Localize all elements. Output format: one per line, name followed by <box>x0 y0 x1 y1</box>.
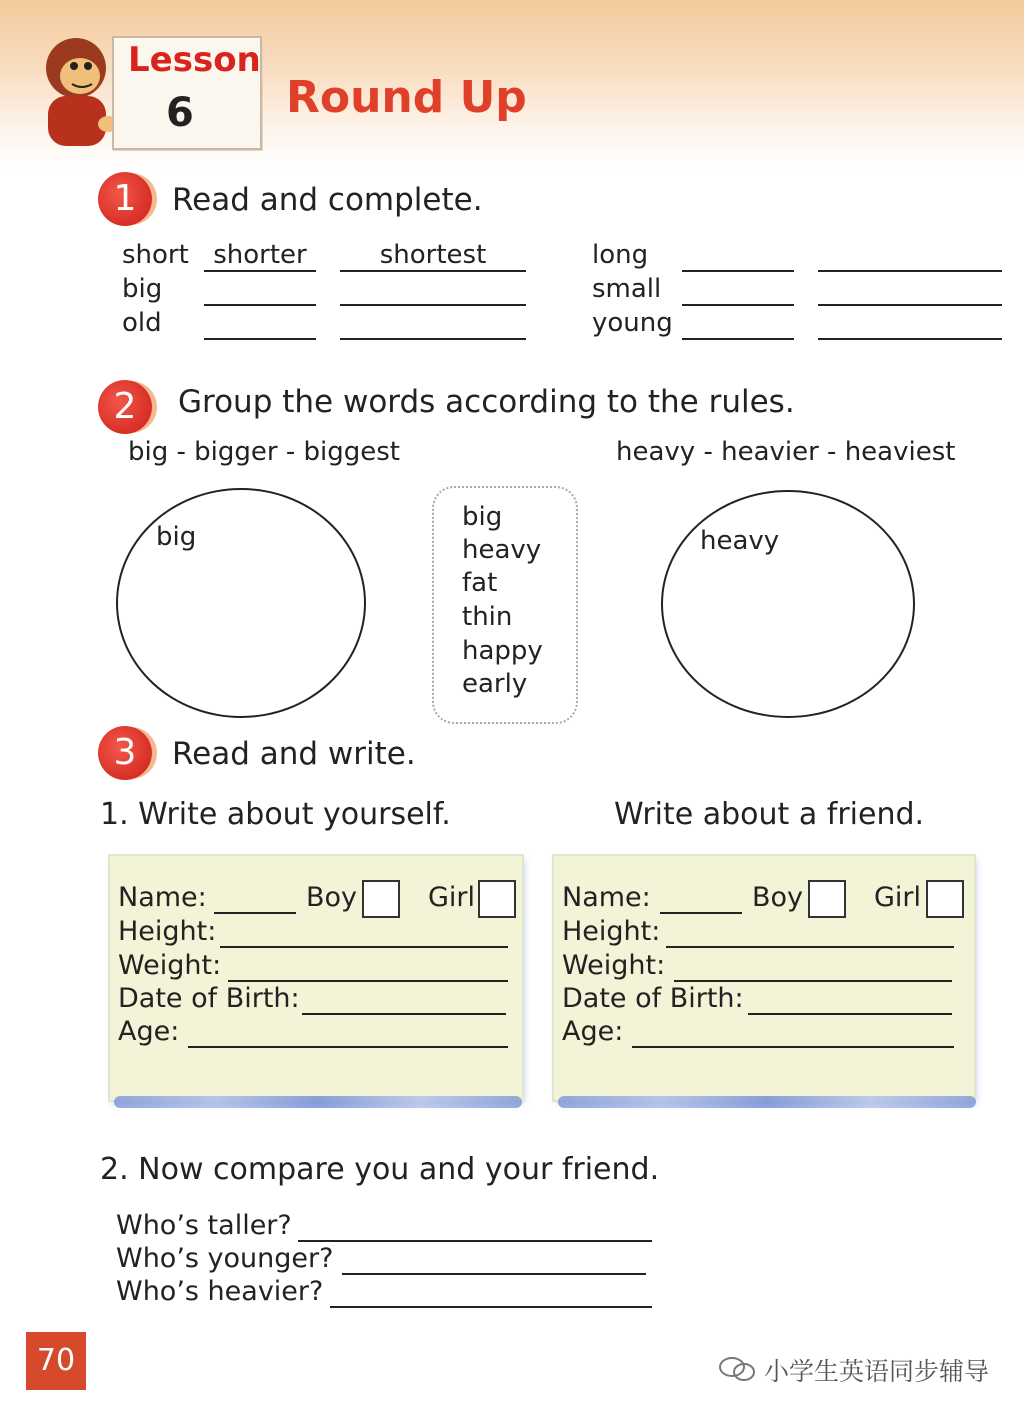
name-field[interactable] <box>660 912 742 914</box>
height-field[interactable] <box>666 946 954 948</box>
blank-line[interactable] <box>340 304 526 306</box>
dob-field[interactable] <box>302 1013 506 1015</box>
blank-line[interactable] <box>682 270 794 272</box>
page-number: 70 <box>26 1332 86 1390</box>
part1-left-heading: 1. Write about yourself. <box>100 797 451 832</box>
section-1-badge: 1 <box>98 172 152 226</box>
age-field[interactable] <box>632 1046 954 1048</box>
answer-shorter: shorter <box>213 240 307 270</box>
word-bank-item: thin <box>462 602 513 632</box>
section-3-title: Read and write. <box>172 736 416 772</box>
blank-line[interactable] <box>340 338 526 340</box>
label-age: Age: <box>118 1016 180 1047</box>
section-2-title: Group the words according to the rules. <box>178 384 795 420</box>
answer-field[interactable] <box>342 1273 646 1275</box>
word-big: big <box>122 274 163 304</box>
label-height: Height: <box>562 916 661 947</box>
blank-line[interactable] <box>818 270 1002 272</box>
part1-right-heading: Write about a friend. <box>614 797 925 832</box>
card-torn-edge <box>558 1096 976 1108</box>
section-3-badge: 3 <box>98 726 152 780</box>
label-girl: Girl <box>428 882 476 913</box>
group-circle-right[interactable] <box>661 490 915 718</box>
section-1-title: Read and complete. <box>172 182 483 218</box>
word-bank-item: heavy <box>462 535 542 565</box>
word-old: old <box>122 308 162 338</box>
word-bank-item: happy <box>462 636 543 666</box>
part2-heading: 2. Now compare you and your friend. <box>100 1152 660 1187</box>
page-title: Round Up <box>286 72 527 123</box>
girl-checkbox[interactable] <box>478 880 516 918</box>
label-dob: Date of Birth: <box>562 983 744 1014</box>
section-2-badge: 2 <box>98 380 152 434</box>
rule-left: big - bigger - biggest <box>128 437 400 467</box>
label-dob: Date of Birth: <box>118 983 300 1014</box>
word-bank-item: fat <box>462 568 498 598</box>
word-young: young <box>592 308 673 338</box>
question-younger: Who’s younger? <box>116 1243 334 1274</box>
answer-field[interactable] <box>298 1240 652 1242</box>
label-weight: Weight: <box>562 950 666 981</box>
height-field[interactable] <box>220 946 508 948</box>
label-name: Name: <box>118 882 207 913</box>
girl-checkbox[interactable] <box>926 880 964 918</box>
label-boy: Boy <box>306 882 358 913</box>
word-small: small <box>592 274 662 304</box>
wechat-icon <box>718 1356 756 1382</box>
dob-field[interactable] <box>748 1013 952 1015</box>
question-heavier: Who’s heavier? <box>116 1276 324 1307</box>
lesson-number: 6 <box>166 90 194 136</box>
circle-left-word: big <box>156 522 197 552</box>
card-torn-edge <box>114 1096 522 1108</box>
boy-checkbox[interactable] <box>808 880 846 918</box>
label-height: Height: <box>118 916 217 947</box>
age-field[interactable] <box>188 1046 508 1048</box>
monkey-mascot-icon <box>40 30 120 148</box>
word-bank-item: early <box>462 669 528 699</box>
weight-field[interactable] <box>228 980 508 982</box>
blank-line[interactable] <box>818 338 1002 340</box>
word-long: long <box>592 240 649 270</box>
label-name: Name: <box>562 882 651 913</box>
lesson-label: Lesson <box>128 40 261 80</box>
group-circle-left[interactable] <box>116 488 366 718</box>
label-boy: Boy <box>752 882 804 913</box>
blank-line[interactable] <box>682 304 794 306</box>
answer-field[interactable] <box>330 1306 652 1308</box>
blank-line[interactable] <box>340 270 526 272</box>
blank-line[interactable] <box>204 304 316 306</box>
circle-right-word: heavy <box>700 526 780 556</box>
rule-right: heavy - heavier - heaviest <box>616 437 956 467</box>
blank-line[interactable] <box>204 338 316 340</box>
label-age: Age: <box>562 1016 624 1047</box>
question-taller: Who’s taller? <box>116 1210 292 1241</box>
blank-line[interactable] <box>682 338 794 340</box>
answer-shortest: shortest <box>379 240 487 270</box>
watermark-text: 小学生英语同步辅导 <box>764 1357 990 1386</box>
label-weight: Weight: <box>118 950 222 981</box>
boy-checkbox[interactable] <box>362 880 400 918</box>
blank-line[interactable] <box>818 304 1002 306</box>
weight-field[interactable] <box>674 980 952 982</box>
name-field[interactable] <box>214 912 296 914</box>
word-bank-item: big <box>462 502 503 532</box>
blank-line[interactable] <box>204 270 316 272</box>
label-girl: Girl <box>874 882 922 913</box>
word-short: short <box>122 240 189 270</box>
